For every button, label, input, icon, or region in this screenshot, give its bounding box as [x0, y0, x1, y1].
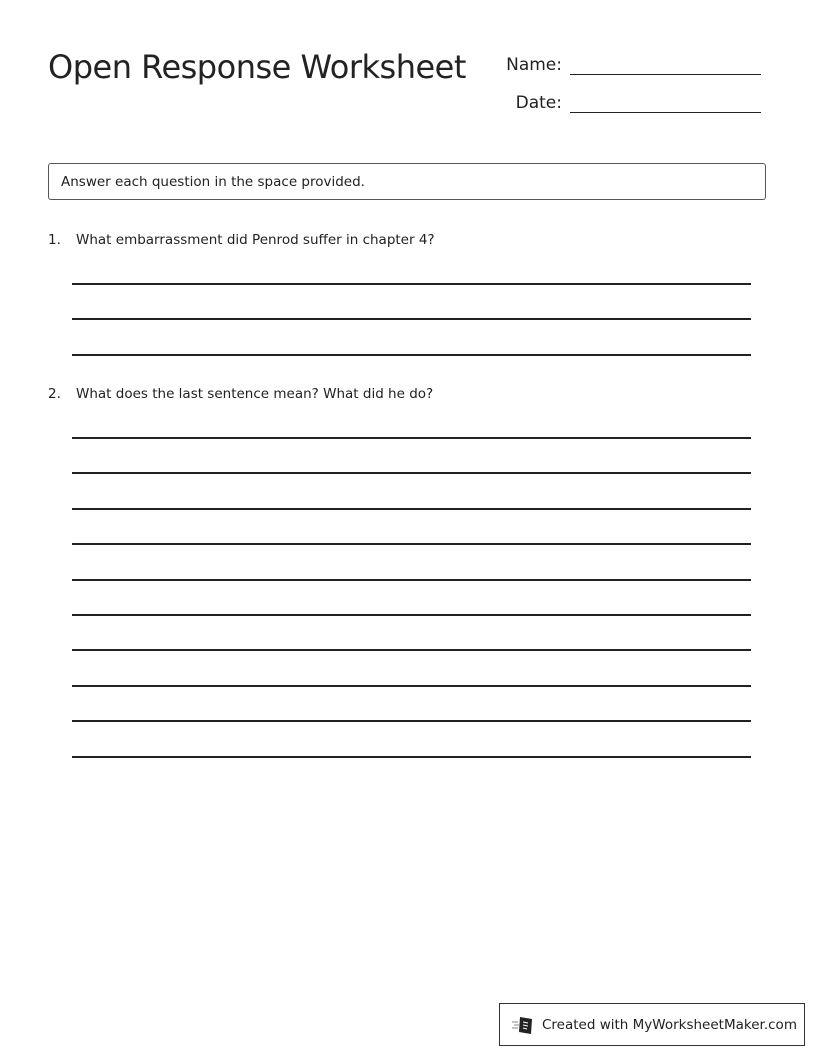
answer-line[interactable] — [72, 508, 751, 510]
answer-line[interactable] — [72, 649, 751, 651]
answer-line[interactable] — [72, 318, 751, 320]
answer-line[interactable] — [72, 579, 751, 581]
answer-line[interactable] — [72, 354, 751, 356]
answer-line[interactable] — [72, 720, 751, 722]
question-1 — [48, 232, 435, 248]
date-label: Date: — [515, 93, 562, 113]
name-field[interactable] — [492, 54, 761, 75]
date-input-line[interactable] — [570, 92, 761, 113]
answer-line[interactable] — [72, 685, 751, 687]
answer-line[interactable] — [72, 472, 751, 474]
question-text: What embarrassment did Penrod suffer in chapter 4? — [76, 232, 435, 248]
question-text: What does the last sentence mean? What did he do? — [76, 386, 434, 402]
question-2 — [48, 386, 433, 402]
answer-line[interactable] — [72, 756, 751, 758]
credit-text: Created with MyWorksheetMaker.com — [542, 1016, 797, 1033]
name-input-line[interactable] — [570, 54, 761, 75]
worksheet-logo-icon — [512, 1015, 534, 1035]
page-title: Open Response Worksheet — [48, 48, 466, 86]
answer-line[interactable] — [72, 437, 751, 439]
date-field[interactable] — [492, 92, 761, 113]
answer-line[interactable] — [72, 543, 751, 545]
instructions-box: Answer each question in the space provided. — [48, 163, 766, 200]
answer-line[interactable] — [72, 283, 751, 285]
footer-credit — [499, 1003, 805, 1046]
name-label: Name: — [506, 55, 562, 75]
question-number: 2. — [48, 386, 61, 402]
answer-line[interactable] — [72, 614, 751, 616]
question-number: 1. — [48, 232, 61, 248]
